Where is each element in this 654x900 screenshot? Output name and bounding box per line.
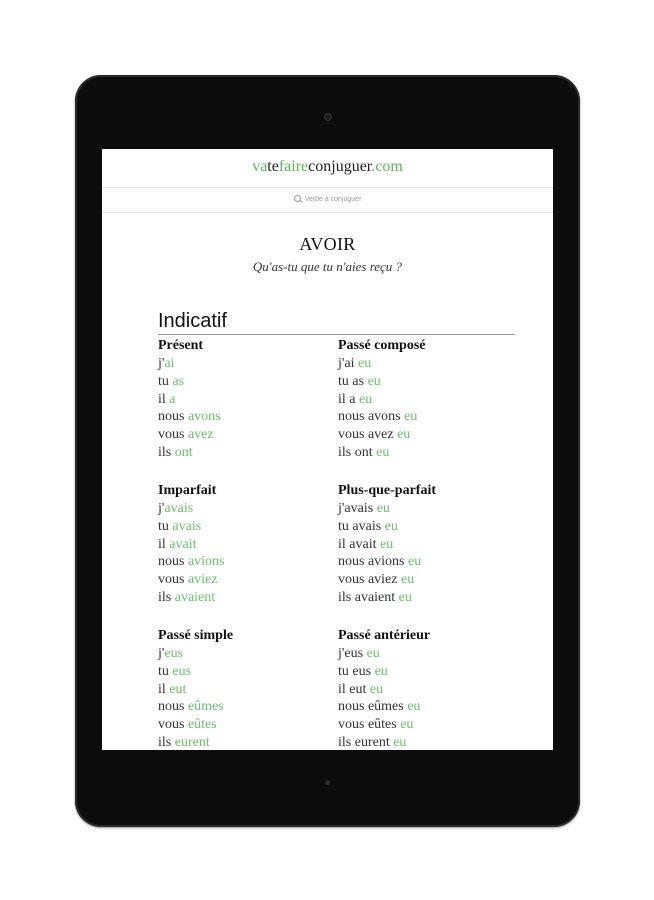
conjugation-row bbox=[338, 373, 518, 391]
conjugation-row bbox=[158, 734, 338, 750]
logo-part-com: .com bbox=[371, 158, 403, 175]
verb-subtitle: Qu'as-tu que tu n'aies reçu ? bbox=[252, 259, 403, 274]
pronoun-text: vous avez bbox=[338, 427, 398, 443]
conjugation-row bbox=[338, 500, 518, 518]
verb-ending: avait bbox=[169, 536, 197, 552]
pronoun-text: tu bbox=[158, 373, 173, 389]
pronoun-text: il a bbox=[338, 391, 359, 407]
verb-ending: as bbox=[172, 373, 185, 389]
conjugation-row bbox=[338, 391, 518, 409]
conjugation-row bbox=[338, 698, 518, 716]
verb-ending: eu bbox=[380, 536, 394, 552]
verb-ending: eurent bbox=[174, 734, 210, 750]
verb-ending: eu bbox=[376, 501, 390, 516]
conjugation-row bbox=[158, 553, 338, 571]
verb-ending: avais bbox=[164, 501, 194, 516]
verb-ending: avais bbox=[172, 518, 202, 534]
conjugation-row bbox=[338, 518, 518, 536]
tense-name: Passé antérieur bbox=[338, 628, 431, 643]
verb-ending: eus bbox=[172, 663, 192, 679]
verb-ending: eu bbox=[367, 373, 381, 389]
verb-ending: eu bbox=[366, 646, 380, 661]
conjugation-row bbox=[338, 444, 518, 462]
verb-ending: a bbox=[169, 391, 176, 407]
tense-block bbox=[338, 337, 518, 462]
conjugation-row bbox=[338, 681, 518, 699]
pronoun-text: j'avais bbox=[338, 501, 377, 516]
verb-ending: eu bbox=[369, 681, 384, 697]
verb-ending: ont bbox=[174, 444, 193, 460]
verb-ending: eûmes bbox=[187, 699, 224, 715]
verb-ending: eu bbox=[384, 518, 398, 534]
pronoun-text: ils avaient bbox=[338, 589, 399, 605]
pronoun-text: tu avais bbox=[338, 518, 385, 534]
conjugation-row bbox=[158, 663, 338, 681]
tense-block bbox=[338, 482, 518, 607]
verb-ending: eu bbox=[358, 356, 372, 371]
verb-ending: eu bbox=[400, 572, 415, 588]
logo-part-conjuguer: conjuguer bbox=[308, 158, 372, 175]
conjugation-row bbox=[338, 571, 518, 589]
verb-ending: eus bbox=[164, 646, 184, 661]
conjugation-row bbox=[158, 536, 338, 554]
conjugation-row bbox=[338, 734, 518, 750]
tense-name: Présent bbox=[158, 338, 204, 353]
verb-ending: ai bbox=[164, 356, 175, 371]
pronoun-text: j' bbox=[158, 356, 165, 371]
front-camera bbox=[324, 113, 332, 121]
conjugation-row bbox=[158, 355, 338, 373]
site-logo[interactable] bbox=[102, 158, 553, 176]
tense-block bbox=[158, 337, 338, 462]
conjugation-row bbox=[338, 355, 518, 373]
conjugation-row bbox=[158, 444, 338, 462]
conjugation-row bbox=[158, 426, 338, 444]
pronoun-text: tu bbox=[158, 518, 173, 534]
pronoun-text: nous bbox=[158, 554, 188, 570]
pronoun-text: vous bbox=[158, 717, 188, 733]
verb-ending: eu bbox=[376, 444, 390, 460]
pronoun-text: j'ai bbox=[338, 356, 359, 371]
conjugation-row bbox=[158, 716, 338, 734]
tense-block bbox=[158, 482, 338, 607]
verb-ending: eu bbox=[398, 589, 412, 605]
pronoun-text: il bbox=[158, 681, 170, 697]
conjugation-row bbox=[338, 716, 518, 734]
tense-block bbox=[158, 627, 338, 750]
pronoun-text: il bbox=[158, 391, 170, 407]
pronoun-text: nous bbox=[158, 699, 188, 715]
verb-title: AVOIR bbox=[299, 234, 356, 254]
tense-name: Plus-que-parfait bbox=[338, 483, 436, 498]
verb-ending: avons bbox=[187, 409, 221, 425]
pronoun-text: tu as bbox=[338, 373, 368, 389]
pronoun-text: ils ont bbox=[338, 444, 377, 460]
verb-ending: eu bbox=[400, 717, 414, 733]
verb-ending: eûtes bbox=[187, 717, 217, 733]
logo-part-faire: faire bbox=[278, 158, 309, 175]
conjugation-row bbox=[158, 518, 338, 536]
conjugation-row bbox=[158, 681, 338, 699]
verb-ending: eu bbox=[374, 663, 388, 679]
tense-block bbox=[338, 627, 518, 750]
verb-ending: eu bbox=[359, 391, 373, 407]
conjugation-row bbox=[158, 589, 338, 607]
pronoun-text: j' bbox=[158, 646, 165, 661]
tense-name: Passé simple bbox=[158, 628, 234, 643]
app-screen bbox=[102, 149, 553, 750]
pronoun-text: nous avons bbox=[338, 409, 405, 425]
verb-ending: eut bbox=[169, 681, 187, 697]
conjugation-row bbox=[338, 553, 518, 571]
search-icon bbox=[294, 195, 301, 202]
pronoun-text: vous eûtes bbox=[338, 717, 401, 733]
tense-name: Imparfait bbox=[158, 483, 217, 498]
conjugation-row bbox=[338, 536, 518, 554]
search-input[interactable] bbox=[102, 188, 553, 213]
pronoun-text: j' bbox=[158, 501, 165, 516]
pronoun-text: il eut bbox=[338, 681, 370, 697]
verb-ending: eu bbox=[407, 699, 421, 715]
pronoun-text: j'eus bbox=[338, 646, 367, 661]
pronoun-text: vous bbox=[158, 572, 188, 588]
verb-ending: avaient bbox=[174, 589, 216, 605]
pronoun-text: vous bbox=[158, 427, 188, 443]
conjugation-row bbox=[158, 645, 338, 663]
pronoun-text: ils bbox=[158, 589, 175, 605]
device-sensor-dot bbox=[325, 780, 330, 785]
conjugation-row bbox=[158, 391, 338, 409]
conjugation-row bbox=[158, 500, 338, 518]
pronoun-text: tu bbox=[158, 663, 173, 679]
conjugation-row bbox=[158, 698, 338, 716]
conjugation-row bbox=[338, 645, 518, 663]
pronoun-text: nous bbox=[158, 409, 188, 425]
logo-part-va: va bbox=[252, 158, 268, 175]
conjugation-row bbox=[158, 408, 338, 426]
site-header bbox=[102, 149, 553, 188]
pronoun-text: ils bbox=[158, 444, 175, 460]
search-placeholder: Verbe à conjuguer bbox=[304, 196, 362, 203]
verb-ending: aviez bbox=[187, 572, 218, 588]
pronoun-text: nous avions bbox=[338, 554, 408, 570]
verb-ending: eu bbox=[397, 427, 411, 443]
verb-ending: eu bbox=[404, 409, 418, 425]
conjugation-row bbox=[158, 571, 338, 589]
conjugation-row bbox=[338, 663, 518, 681]
pronoun-text: tu eus bbox=[338, 663, 375, 679]
verb-ending: eu bbox=[408, 554, 422, 570]
verb-ending: eu bbox=[393, 734, 407, 750]
pronoun-text: il bbox=[158, 536, 170, 552]
verb-ending: avez bbox=[187, 427, 214, 443]
pronoun-text: nous eûmes bbox=[338, 699, 408, 715]
pronoun-text: vous aviez bbox=[338, 572, 401, 588]
verb-ending: avions bbox=[187, 554, 225, 570]
pronoun-text: ils bbox=[158, 734, 175, 750]
logo-part-te: te bbox=[267, 158, 279, 175]
conjugation-row bbox=[338, 426, 518, 444]
conjugation-row bbox=[158, 373, 338, 391]
conjugation-row bbox=[338, 408, 518, 426]
tense-name: Passé composé bbox=[338, 338, 426, 353]
conjugation-row bbox=[338, 589, 518, 607]
mood-heading: Indicatif bbox=[158, 309, 515, 335]
pronoun-text: il avait bbox=[338, 536, 380, 552]
pronoun-text: ils eurent bbox=[338, 734, 394, 750]
